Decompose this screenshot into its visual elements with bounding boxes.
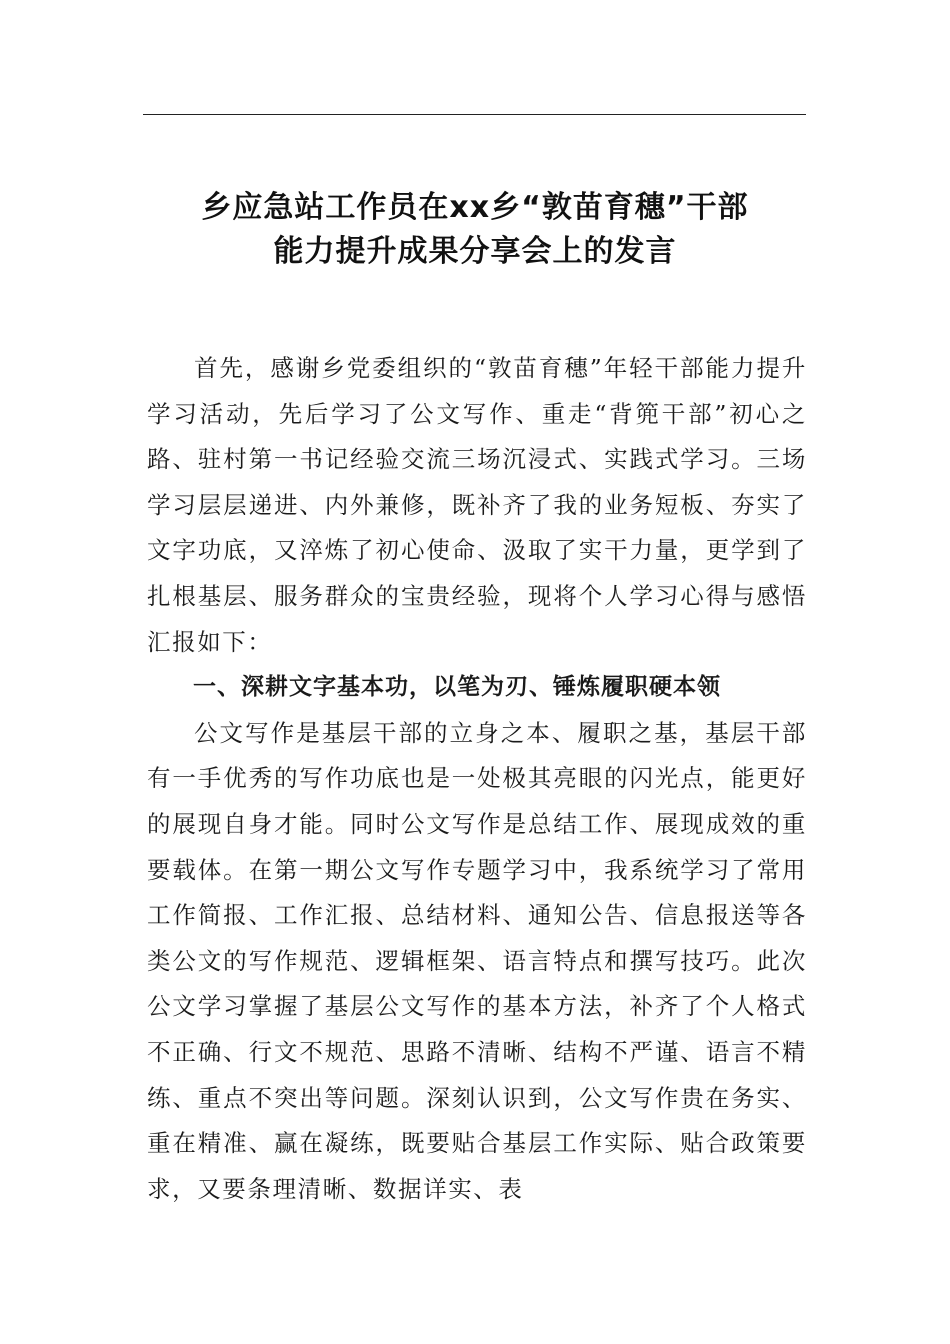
- title-line-2: 能力提升成果分享会上的发言: [273, 234, 677, 269]
- title-line-1: 乡应急站工作员在xx乡“敦苗育穗”干部: [201, 190, 749, 225]
- section-heading-1: 一、深耕文字基本功，以笔为刃、锤炼履职硬本领: [193, 674, 721, 701]
- paragraph-section-1: 公文写作是基层干部的立身之本、履职之基，基层干部有一手优秀的写作功底也是一处极其亮眼的闪光点，能更好的展现自身才能。同时公文写作是总结工作、展现成效的重要载体。在第一期公文写作专题学习中，我系统学习了常用工作简报、工作汇报、总结材料、通知公告、信息报送等各类公文的写作规范、逻辑框架、语言特点和撰写技巧。此次公文学习掌握了基层公文写作的基本方法，补齐了个人格式不正确、行文不规范、思路不清晰、结构不严谨、语言不精练、重点不突出等问题。深刻认识到，公文写作贵在务实、重在精准、赢在凝练，既要贴合基层工作实际、贴合政策要求，又要条理清晰、数据详实、表: [147, 718, 807, 1203]
- header-divider: [143, 114, 806, 115]
- document-body: [147, 346, 807, 1212]
- document-title: [120, 186, 830, 274]
- paragraph-intro: 首先，感谢乡党委组织的“敦苗育穗”年轻干部能力提升学习活动，先后学习了公文写作、重走“背篼干部”初心之路、驻村第一书记经验交流三场沉浸式、实践式学习。三场学习层层递进、内外兼修，既补齐了我的业务短板、夯实了文字功底，又淬炼了初心使命、汲取了实干力量，更学到了扎根基层、服务群众的宝贵经验，现将个人学习心得与感悟汇报如下：: [147, 354, 807, 656]
